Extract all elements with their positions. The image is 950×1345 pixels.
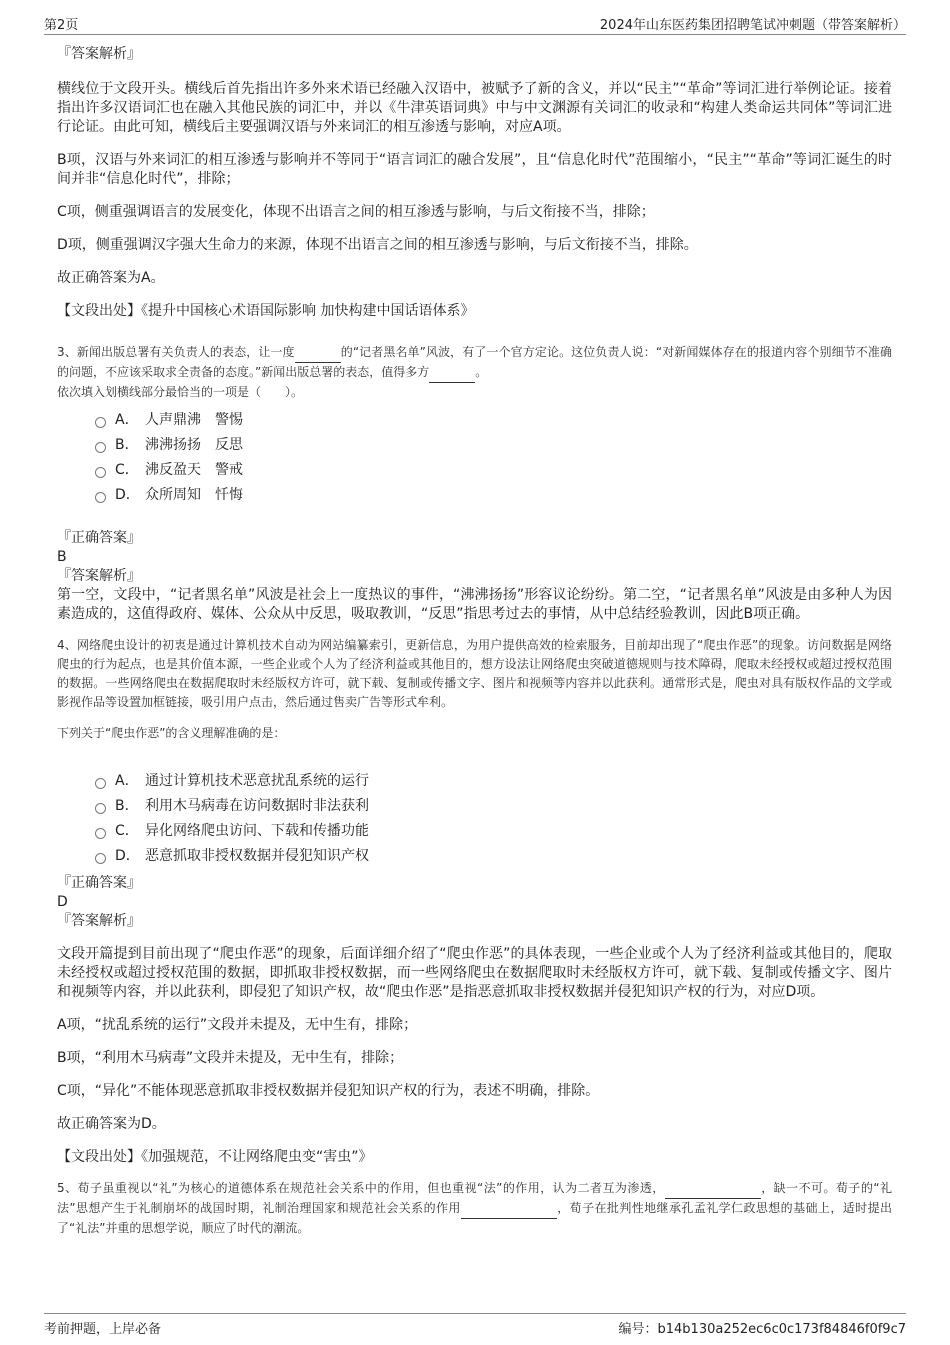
- q3-blank-1: [295, 343, 341, 363]
- q4-question: 下列关于“爬虫作恶”的含义理解准确的是：: [57, 726, 286, 740]
- q2-analysis-label: 『答案解析』: [57, 46, 141, 62]
- footer-slogan: 考前押题，上岸必备: [44, 1322, 162, 1337]
- q3-answer: B: [57, 549, 67, 565]
- q4-option-c-analysis: C项，“异化”不能体现恶意抓取非授权数据并侵犯知识产权的行为，表述不明确，排除。: [57, 1083, 600, 1099]
- q3-question-text: 3、新闻出版总署有关负责人的表态，让一度 的“记者黑名单”风波，有了一个官方定论。这位负责人说：“对新闻媒体存在的报道内容个别细节不准确的问题，不应该采取求全责备的态度。”新闻出版总署的表态，值得多方 。: [57, 343, 892, 383]
- q4-option-b[interactable]: B． 利用木马病毒在访问数据时非法获利: [57, 794, 892, 819]
- q4-conclusion: 故正确答案为D。: [57, 1116, 166, 1132]
- radio-icon[interactable]: [95, 803, 106, 814]
- q3-analysis-label: 『答案解析』: [57, 568, 141, 584]
- q3-option-d[interactable]: D． 众所周知 忏悔: [57, 483, 892, 508]
- q4-answer: D: [57, 894, 68, 910]
- q4-analysis-label: 『答案解析』: [57, 913, 141, 929]
- q5-blank-1: [665, 1179, 761, 1199]
- page-header: [44, 12, 906, 35]
- radio-icon[interactable]: [95, 467, 106, 478]
- q4-options: [57, 769, 892, 869]
- q2-option-c-analysis: C项，侧重强调语言的发展变化，体现不出语言之间的相互渗透与影响，与后文衔接不当，排除；: [57, 204, 655, 220]
- document-title: 2024年山东医药集团招聘笔试冲刺题（带答案解析）: [599, 18, 906, 33]
- q2-analysis-paragraph: 横线位于文段开头。横线后首先指出许多外来术语已经融入汉语中，被赋予了新的含义，并以“民主”“革命”等词汇进行举例论证。接着指出许多汉语词汇也在融入其他民族的词汇中，并以《牛津英语词典》中与中文渊源有关词汇的收录和“构建人类命运共同体”等词汇进行论证。由此可知，横线后主要强调汉语与外来词汇的相互渗透与影响，对应A项。: [57, 81, 892, 135]
- radio-icon[interactable]: [95, 492, 106, 503]
- radio-icon[interactable]: [95, 828, 106, 839]
- q2-option-d-analysis: D项，侧重强调汉字强大生命力的来源，体现不出语言之间的相互渗透与影响，与后文衔接不当，排除。: [57, 237, 698, 253]
- radio-icon[interactable]: [95, 778, 106, 789]
- q2-option-b-analysis: B项，汉语与外来词汇的相互渗透与影响并不等同于“语言词汇的融合发展”，且“信息化时代”范围缩小，“民主”“革命”等词汇诞生的时间并非“信息化时代”，排除；: [57, 152, 892, 187]
- q3-blank-2: [429, 363, 475, 383]
- q4-option-b-analysis: B项，“利用木马病毒”文段并未提及，无中生有，排除；: [57, 1050, 404, 1066]
- q3-answer-label: 『正确答案』: [57, 530, 141, 546]
- page-number: 第2页: [44, 18, 79, 33]
- q4-answer-label: 『正确答案』: [57, 875, 141, 891]
- q3-instruction: 依次填入划横线部分最恰当的一项是（ ）。: [57, 385, 304, 399]
- radio-icon[interactable]: [95, 417, 106, 428]
- q4-option-a-analysis: A项，“扰乱系统的运行”文段并未提及，无中生有，排除；: [57, 1017, 418, 1033]
- q3-option-b[interactable]: B． 沸沸扬扬 反思: [57, 433, 892, 458]
- radio-icon[interactable]: [95, 442, 106, 453]
- q3-analysis: 第一空，文段中，“记者黑名单”风波是社会上一度热议的事件，“沸沸扬扬”形容议论纷纷。第二空，“记者黑名单”风波是由多种人为因素造成的，这值得政府、媒体、公众从中反思，吸取教训，“反思”指思考过去的事情，从中总结经验教训，因此B项正确。: [57, 587, 892, 622]
- q5-question-text: 5、荀子虽重视以“礼”为核心的道德体系在规范社会关系中的作用，但也重视“法”的作用，认为二者互为渗透， ，缺一不可。荀子的“礼法”思想产生于礼制崩坏的战国时期，礼制治理国家和规范社会关系的作用 ，荀子在批判性地继承孔孟礼学仁政思想的基础上，适时提出了“礼法”并重的思想学说，顺应了时代的潮流。: [57, 1181, 892, 1235]
- q3-options: [57, 408, 892, 508]
- document-id: 编号：b14b130a252ec6c0c173f84846f0f9c7: [618, 1322, 906, 1337]
- radio-icon[interactable]: [95, 853, 106, 864]
- page-footer: [44, 1313, 906, 1336]
- q2-source: 【文段出处】《提升中国核心术语国际影响 加快构建中国话语体系》: [57, 303, 475, 319]
- q3-option-c[interactable]: C． 沸反盈天 警戒: [57, 458, 892, 483]
- page-content: [57, 44, 892, 1238]
- q4-passage: 4、网络爬虫设计的初衷是通过计算机技术自动为网站编纂索引，更新信息，为用户提供高效的检索服务，目前却出现了“爬虫作恶”的现象。访问数据是网络爬虫的行为起点，也是其价值本源，一些企业或个人为了经济利益或其他目的，想方设法让网络爬虫突破道德规则与技术障碍，爬取未经授权或超过授权范围的数据。一些网络爬虫在数据爬取时未经版权方许可，就下载、复制或传播文字、图片和视频等内容并以此获利。通常形式是，爬虫对具有版权作品的文学或影视作品等设置加框链接，吸引用户点击，然后通过售卖广告等形式牟利。: [57, 638, 892, 709]
- q4-option-d[interactable]: D． 恶意抓取非授权数据并侵犯知识产权: [57, 844, 892, 869]
- q4-option-a[interactable]: A． 通过计算机技术恶意扰乱系统的运行: [57, 769, 892, 794]
- q3-option-a[interactable]: A． 人声鼎沸 警惕: [57, 408, 892, 433]
- q5-blank-2: [461, 1199, 557, 1219]
- q2-conclusion: 故正确答案为A。: [57, 270, 165, 286]
- q4-analysis-paragraph: 文段开篇提到目前出现了“爬虫作恶”的现象，后面详细介绍了“爬虫作恶”的具体表现，一些企业或个人为了经济利益或其他目的，爬取未经授权或超过授权范围的数据，即抓取非授权数据，而一些网络爬虫在数据爬取时未经版权方许可，就下载、复制或传播文字、图片和视频等内容，并以此获利，即侵犯了知识产权，故“爬虫作恶”是指恶意抓取非授权数据并侵犯知识产权的行为，对应D项。: [57, 946, 892, 1000]
- q4-source: 【文段出处】《加强规范，不让网络爬虫变“害虫”》: [57, 1149, 373, 1165]
- q4-option-c[interactable]: C． 异化网络爬虫访问、下载和传播功能: [57, 819, 892, 844]
